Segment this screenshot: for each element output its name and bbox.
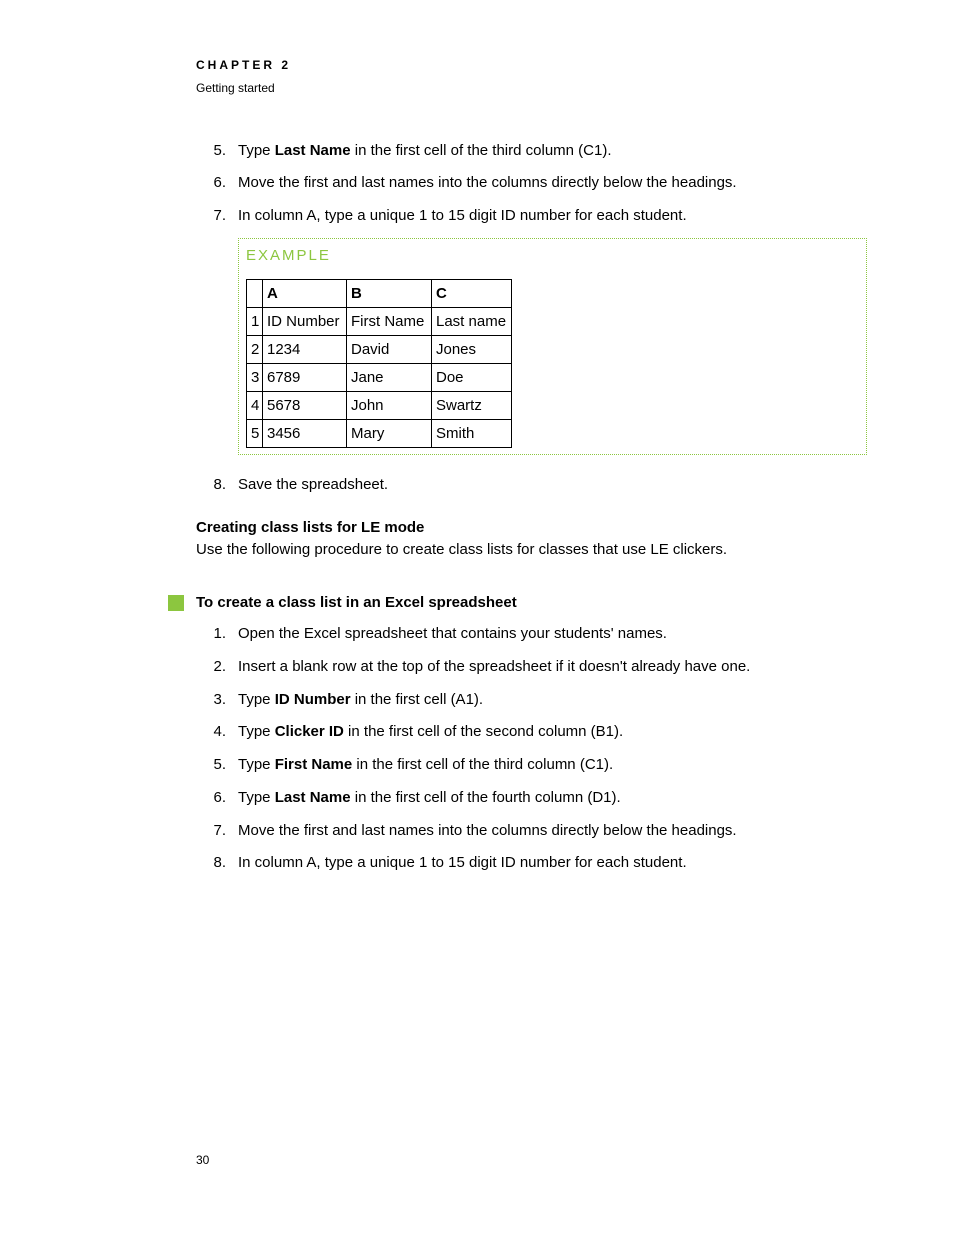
row-number: 2 <box>247 336 263 364</box>
step-number: 2. <box>213 658 226 675</box>
procedure-marker-icon <box>168 595 184 611</box>
step-text: in the first cell of the third column (C1). <box>352 756 614 773</box>
step-bold-term: Last Name <box>274 142 351 159</box>
step-item <box>196 174 836 192</box>
step-text: In column A, type a unique 1 to 15 digit ID number for each student. <box>238 854 687 871</box>
row-number: 3 <box>247 364 263 392</box>
step-item <box>196 142 836 160</box>
step-text: Move the first and last names into the columns directly below the headings. <box>238 174 737 191</box>
table-row <box>247 392 512 420</box>
step-item <box>196 207 836 225</box>
table-row <box>247 336 512 364</box>
table-cell: First Name <box>347 308 432 336</box>
table-cell: 5678 <box>263 392 347 420</box>
chapter-subtitle: Getting started <box>196 81 275 95</box>
table-cell: Smith <box>432 420 512 448</box>
step-number: 7. <box>213 207 226 224</box>
table-cell: Doe <box>432 364 512 392</box>
example-table <box>246 279 512 448</box>
step-text: Insert a blank row at the top of the spreadsheet if it doesn't already have one. <box>238 658 751 675</box>
step-text: Save the spreadsheet. <box>238 476 389 493</box>
step-text: Type <box>238 691 275 708</box>
step-text: in the first cell (A1). <box>350 691 484 708</box>
row-number: 5 <box>247 420 263 448</box>
step-number: 6. <box>213 174 226 191</box>
column-header: A <box>263 280 347 308</box>
corner-cell <box>247 280 263 308</box>
table-cell: John <box>347 392 432 420</box>
step-item <box>196 822 836 840</box>
step-item <box>196 854 836 872</box>
table-cell: Jane <box>347 364 432 392</box>
step-item <box>196 658 836 676</box>
section-body: Use the following procedure to create class lists for classes that use LE clickers. <box>196 541 728 558</box>
step-item <box>196 691 836 709</box>
column-header: B <box>347 280 432 308</box>
page-number: 30 <box>196 1153 210 1167</box>
table-row <box>247 420 512 448</box>
step-item <box>196 723 836 741</box>
step-text: in the first cell of the fourth column (D1). <box>350 789 621 806</box>
example-title: EXAMPLE <box>246 247 331 264</box>
step-text: In column A, type a unique 1 to 15 digit ID number for each student. <box>238 207 687 224</box>
table-cell: David <box>347 336 432 364</box>
step-number: 5. <box>213 756 226 773</box>
step-item <box>196 476 836 494</box>
table-cell: Mary <box>347 420 432 448</box>
step-text: Type <box>238 789 275 806</box>
step-number: 6. <box>213 789 226 806</box>
table-cell: Last name <box>432 308 512 336</box>
table-cell: ID Number <box>263 308 347 336</box>
step-number: 1. <box>213 625 226 642</box>
step-text: Open the Excel spreadsheet that contains your students' names. <box>238 625 667 642</box>
step-item <box>196 789 836 807</box>
table-cell: 1234 <box>263 336 347 364</box>
table-cell: 3456 <box>263 420 347 448</box>
section-heading: Creating class lists for LE mode <box>196 519 425 536</box>
step-bold-term: Last Name <box>274 789 351 806</box>
step-number: 8. <box>213 854 226 871</box>
column-header: C <box>432 280 512 308</box>
step-number: 7. <box>213 822 226 839</box>
table-header-row <box>247 280 512 308</box>
row-number: 4 <box>247 392 263 420</box>
step-text: Type <box>238 723 275 740</box>
row-number: 1 <box>247 308 263 336</box>
step-text: Type <box>238 142 275 159</box>
step-number: 4. <box>213 723 226 740</box>
procedure-title: To create a class list in an Excel spreadsheet <box>196 594 517 611</box>
table-cell: Swartz <box>432 392 512 420</box>
step-number: 3. <box>213 691 226 708</box>
step-text: Move the first and last names into the columns directly below the headings. <box>238 822 737 839</box>
step-bold-term: ID Number <box>274 691 351 708</box>
example-box <box>238 238 867 455</box>
step-bold-term: Clicker ID <box>274 723 344 740</box>
step-number: 5. <box>213 142 226 159</box>
table-row <box>247 364 512 392</box>
step-text: in the first cell of the second column (B1). <box>343 723 624 740</box>
table-row <box>247 308 512 336</box>
step-text: Type <box>238 756 275 773</box>
step-item <box>196 756 836 774</box>
step-item <box>196 625 836 643</box>
step-bold-term: First Name <box>274 756 353 773</box>
table-cell: Jones <box>432 336 512 364</box>
chapter-label: CHAPTER 2 <box>196 58 292 72</box>
step-text: in the first cell of the third column (C1). <box>350 142 612 159</box>
table-cell: 6789 <box>263 364 347 392</box>
step-number: 8. <box>213 476 226 493</box>
